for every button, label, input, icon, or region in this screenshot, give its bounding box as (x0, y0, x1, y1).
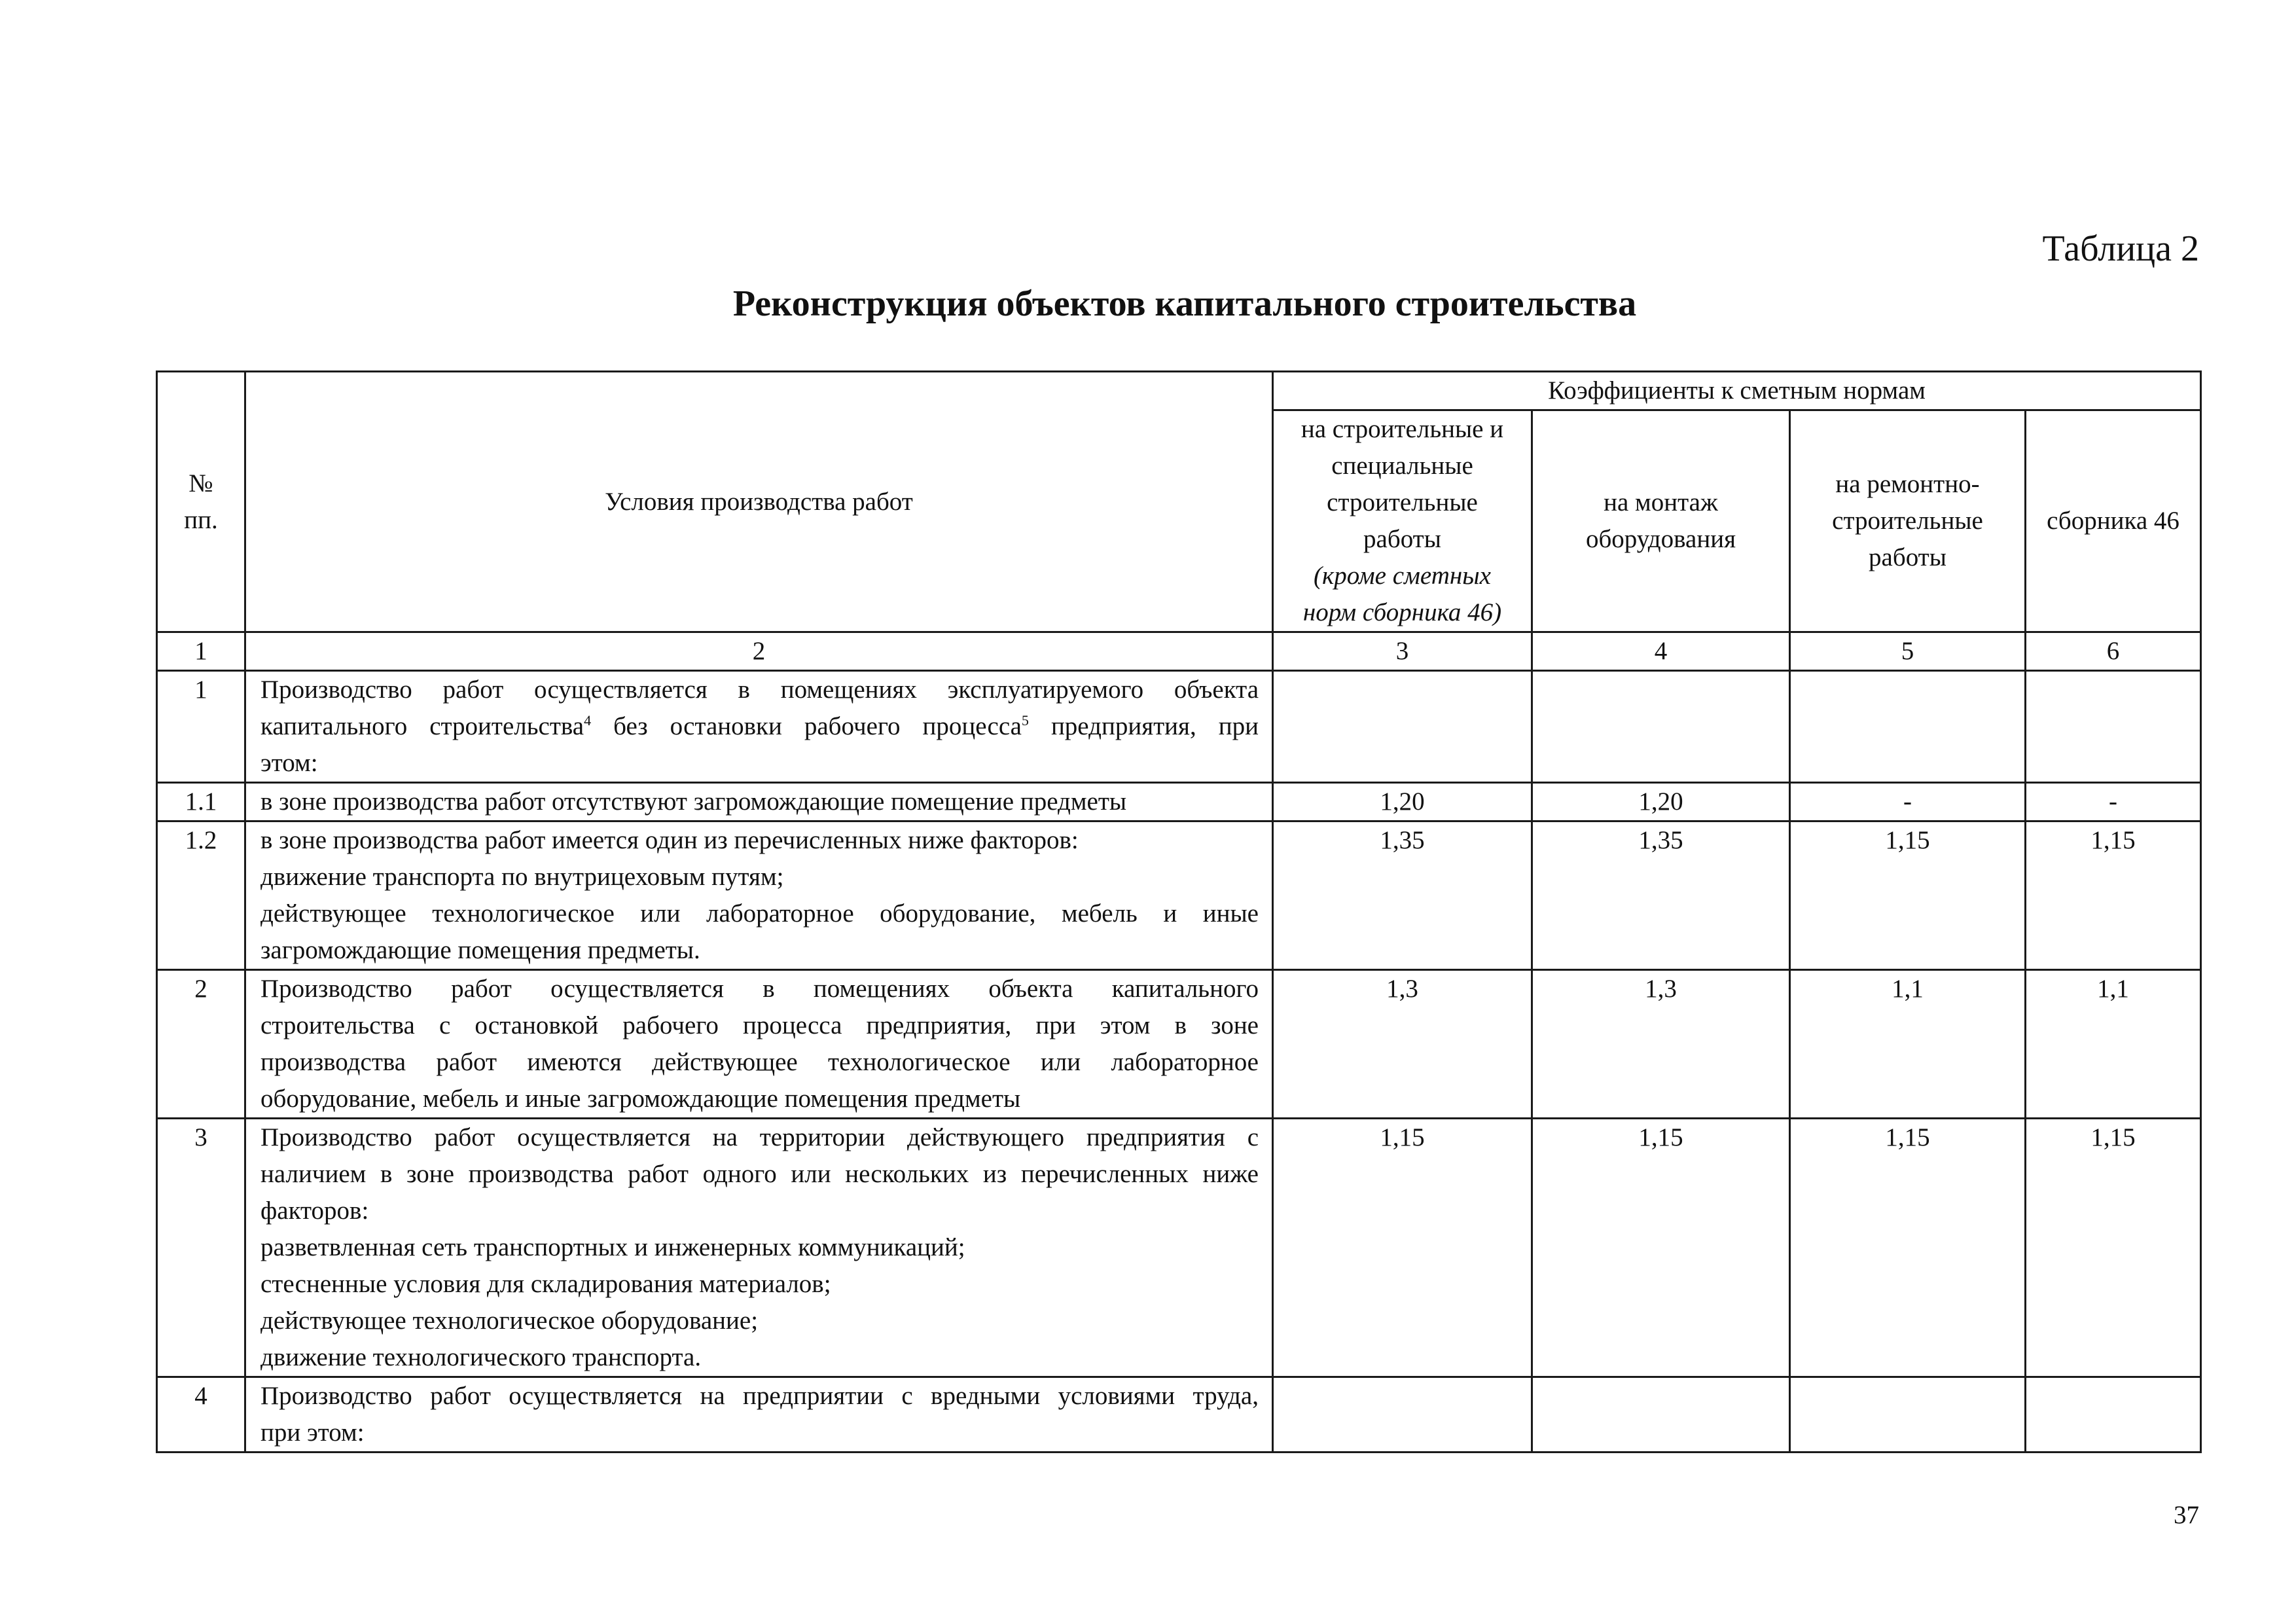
condition-text: предприятия, при (1028, 712, 1259, 740)
value-cell (1532, 1377, 1790, 1453)
value-cell: 1,20 (1532, 783, 1790, 821)
row-condition (245, 970, 1273, 1119)
condition-line: действующее технологическое или лабораторное оборудование, мебель и иные (260, 899, 1259, 928)
table-row (157, 821, 2201, 970)
condition-line: строительства с остановкой рабочего процесса предприятия, при этом в зоне (260, 1011, 1259, 1039)
header-coefficients-group: Коэффициенты к сметным нормам (1273, 372, 2201, 410)
header-col-5-line-1: на ремонтно- (1835, 470, 1980, 498)
header-conditions: Условия производства работ (245, 372, 1273, 632)
condition-line: движение технологического транспорта. (260, 1343, 702, 1371)
condition-line: загромождающие помещения предметы. (260, 936, 700, 964)
column-number-3: 3 (1273, 632, 1532, 671)
table-label: Таблица 2 (2042, 228, 2199, 269)
header-col-4-line-1: на монтаж (1604, 488, 1718, 516)
header-col-3-line-3: строительные (1327, 488, 1478, 516)
condition-line: в зоне производства работ имеется один из перечисленных ниже факторов: (260, 826, 1079, 854)
page-number: 37 (2174, 1501, 2199, 1529)
condition-line: стесненные условия для складирования материалов; (260, 1270, 831, 1298)
header-col-5-line-3: работы (1869, 543, 1946, 571)
value-cell (1273, 671, 1532, 783)
row-number: 1.1 (157, 783, 245, 821)
value-cell: 1,3 (1532, 970, 1790, 1119)
condition-text: капитального строительства (260, 712, 584, 740)
header-col-4 (1532, 410, 1790, 632)
value-cell (1273, 1377, 1532, 1453)
column-number-4: 4 (1532, 632, 1790, 671)
document-title: Реконструкция объектов капитального строительства (732, 283, 1637, 324)
value-cell: - (1790, 783, 2026, 821)
header-col-3-note-1: (кроме сметных (1314, 562, 1491, 590)
table-row (157, 783, 2201, 821)
column-number-1: 1 (157, 632, 245, 671)
footnote-ref: 4 (584, 712, 592, 729)
header-col-3-line-1: на строительные и (1300, 415, 1504, 443)
condition-line: Производство работ осуществляется в помещениях эксплуатируемого объекта (260, 676, 1259, 704)
row-condition (245, 671, 1273, 783)
header-col-4-line-2: оборудования (1585, 525, 1736, 553)
condition-line: производства работ имеются действующее технологическое или лабораторное (260, 1048, 1259, 1076)
table-row (157, 671, 2201, 783)
column-number-5: 5 (1790, 632, 2026, 671)
coefficients-table (156, 370, 2202, 1453)
header-col-5-line-2: строительные (1832, 507, 1983, 535)
value-cell: 1,15 (1790, 1119, 2026, 1377)
value-cell: 1,35 (1273, 821, 1532, 970)
value-cell: 1,15 (1273, 1119, 1532, 1377)
condition-line: наличием в зоне производства работ одного или нескольких из перечисленных ниже (260, 1160, 1259, 1188)
condition-line: оборудование, мебель и иные загромождающие помещения предметы (260, 1085, 1021, 1113)
row-number: 1.2 (157, 821, 245, 970)
value-cell: 1,15 (2026, 1119, 2201, 1377)
header-row-1 (157, 372, 2201, 410)
condition-line: факторов: (260, 1197, 369, 1225)
condition-line: при этом: (260, 1418, 365, 1447)
table-row (157, 970, 2201, 1119)
value-cell: - (2026, 783, 2201, 821)
condition-line: Производство работ осуществляется на территории действующего предприятия с (260, 1123, 1259, 1151)
row-number: 1 (157, 671, 245, 783)
header-col-3-line-4: работы (1363, 525, 1441, 553)
condition-line: действующее технологическое оборудование; (260, 1307, 759, 1335)
header-col-5 (1790, 410, 2026, 632)
value-cell: 1,1 (2026, 970, 2201, 1119)
value-cell: 1,3 (1273, 970, 1532, 1119)
header-num-line-2: пп. (184, 505, 218, 534)
value-cell (1790, 671, 2026, 783)
column-number-2: 2 (245, 632, 1273, 671)
table-row (157, 1377, 2201, 1453)
value-cell (1790, 1377, 2026, 1453)
value-cell: 1,1 (1790, 970, 2026, 1119)
header-col-6: сборника 46 (2026, 410, 2201, 632)
condition-line: движение транспорта по внутрицеховым путям; (260, 863, 784, 891)
header-col-3-note-2: норм сборника 46) (1302, 598, 1502, 626)
value-cell (1532, 671, 1790, 783)
row-condition (245, 783, 1273, 821)
row-condition (245, 821, 1273, 970)
value-cell (2026, 1377, 2201, 1453)
header-col-3 (1273, 410, 1532, 632)
value-cell: 1,15 (2026, 821, 2201, 970)
condition-line: разветвленная сеть транспортных и инженерных коммуникаций; (260, 1233, 965, 1261)
condition-line: этом: (260, 749, 318, 777)
table-row (157, 1119, 2201, 1377)
condition-text: без остановки рабочего процесса (591, 712, 1022, 740)
row-number: 2 (157, 970, 245, 1119)
footnote-ref: 5 (1021, 712, 1029, 729)
header-num (157, 372, 245, 632)
value-cell: 1,15 (1532, 1119, 1790, 1377)
condition-line: Производство работ осуществляется на предприятии с вредными условиями труда, (260, 1382, 1259, 1410)
column-numbers-row (157, 632, 2201, 671)
condition-line: в зоне производства работ отсутствуют загромождающие помещение предметы (260, 787, 1127, 816)
row-condition (245, 1377, 1273, 1453)
row-condition (245, 1119, 1273, 1377)
value-cell: 1,20 (1273, 783, 1532, 821)
value-cell (2026, 671, 2201, 783)
condition-line: Производство работ осуществляется в помещениях объекта капитального (260, 975, 1259, 1003)
value-cell: 1,15 (1790, 821, 2026, 970)
condition-line (260, 708, 1259, 745)
header-col-3-line-2: специальные (1331, 452, 1473, 480)
row-number: 4 (157, 1377, 245, 1453)
header-num-line-1: № (188, 469, 213, 497)
column-number-6: 6 (2026, 632, 2201, 671)
value-cell: 1,35 (1532, 821, 1790, 970)
row-number: 3 (157, 1119, 245, 1377)
